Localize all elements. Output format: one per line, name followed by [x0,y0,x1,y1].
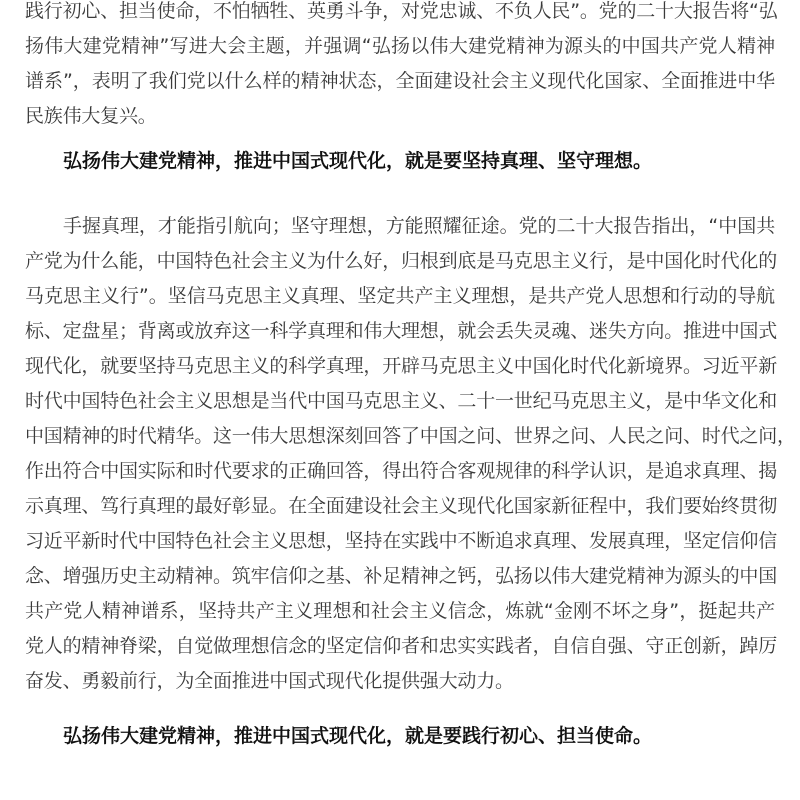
text-line: 标、定盘星；背离或放弃这一科学真理和伟大理想，就会丢失灵魂、迷失方向。推进中国式 [25,320,778,342]
text-line: 现代化，就要坚持马克思主义的科学真理，开辟马克思主义中国化时代化新境界。习近平新 [25,355,778,377]
paragraph-truth-ideals [25,209,796,699]
text-line: 手握真理，才能指引航向；坚守理想，方能照耀征途。党的二十大报告指出，“中国共 [63,215,775,237]
text-line: 念、增强历史主动精神。筑牢信仰之基、补足精神之钙，弘扬以伟大建党精神为源头的中国 [25,565,778,587]
document-body [25,0,796,784]
text-line: 党人的精神脊梁，自觉做理想信念的坚定信仰者和忠实实践者，自信自强、守正创新，踔厉 [25,635,778,657]
text-line: 民族伟大复兴。 [25,105,157,127]
paragraph-intro [25,0,778,134]
section-heading: 弘扬伟大建党精神，推进中国式现代化，就是要坚持真理、坚守理想。 [63,150,653,172]
text-line: 共产党人精神谱系，坚持共产主义理想和社会主义信念，炼就“金刚不坏之身”，挺起共产 [25,600,775,622]
text-line: 示真理、笃行真理的最好彰显。在全面建设社会主义现代化国家新征程中，我们要始终贯彻 [25,495,778,517]
text-line: 马克思主义行”。坚信马克思主义真理、坚定共产主义理想，是共产党人思想和行动的导航 [25,285,775,307]
text-line: 产党为什么能，中国特色社会主义为什么好，归根到底是马克思主义行，是中国化时代化的 [25,250,778,272]
section-heading: 弘扬伟大建党精神，推进中国式现代化，就是要践行初心、担当使命。 [63,725,653,747]
text-line: 谱系”，表明了我们党以什么样的精神状态，全面建设社会主义现代化国家、全面推进中华 [25,70,775,92]
text-line: 扬伟大建党精神”写进大会主题，并强调“弘扬以伟大建党精神为源头的中国共产党人精神 [25,35,775,57]
text-line: 作出符合中国实际和时代要求的正确回答，得出符合客观规律的科学认识，是追求真理、揭 [25,460,778,482]
text-line: 习近平新时代中国特色社会主义思想，坚持在实践中不断追求真理、发展真理，坚定信仰信 [25,530,778,552]
text-line: 中国精神的时代精华。这一伟大思想深刻回答了中国之问、世界之问、人民之问、时代之问， [25,425,796,447]
text-line: 时代中国特色社会主义思想是当代中国马克思主义、二十一世纪马克思主义，是中华文化和 [25,390,778,412]
text-line: 奋发、勇毅前行，为全面推进中国式现代化提供强大动力。 [25,670,514,692]
text-line: 践行初心、担当使命，不怕牺牲、英勇斗争，对党忠诚、不负人民”。党的二十大报告将“弘 [25,0,778,22]
